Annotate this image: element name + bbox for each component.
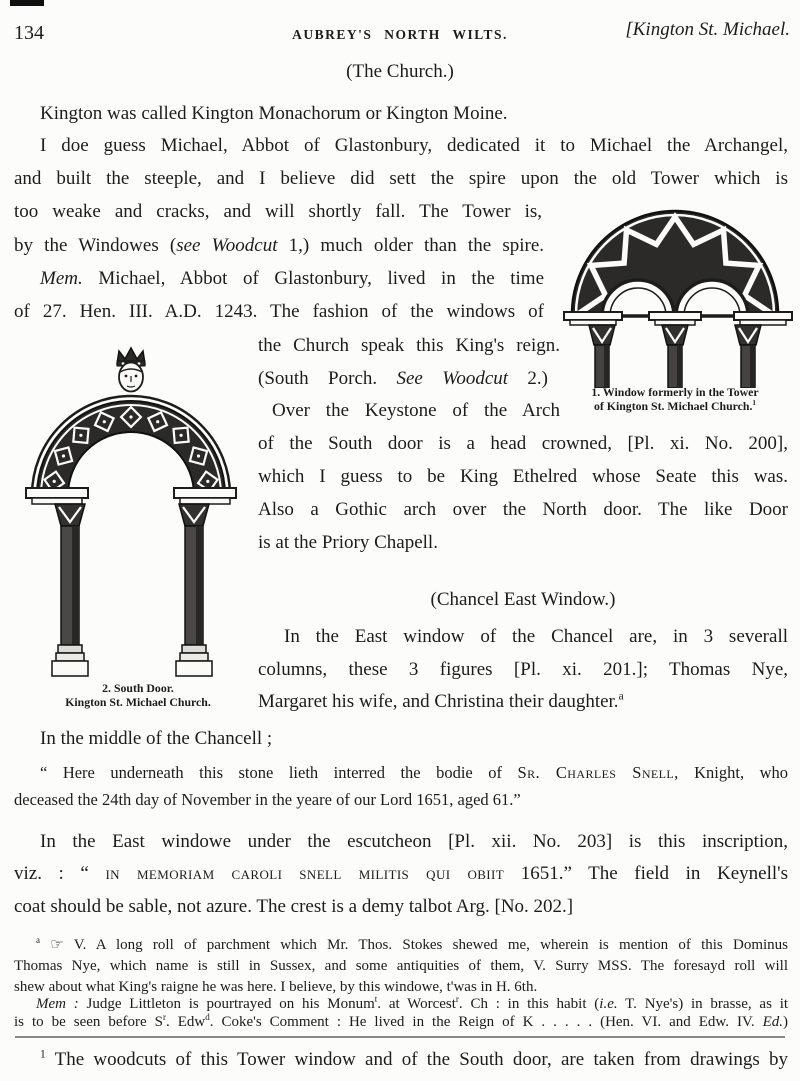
footnote-line [14,995,788,1015]
body-line [14,234,544,258]
page-number: 134 [14,22,44,44]
imposts [26,488,236,504]
footnote-segment: The woodcuts of this Tower window and of the South door, are taken from drawings by [45,1049,788,1070]
woodcut-south-door [22,345,242,679]
body-line: columns, these 3 figures [Pl. xi. 201.]; Thomas Nye, [258,659,788,680]
footnote-segment: . Ch : in this habit ( [458,996,600,1012]
epitaph-line: deceased the 24th day of November in the yeare of our Lord 1651, aged 61.” [14,790,521,809]
footnote-segment: . Edw [166,1014,206,1030]
footnote-segment-italic: Mem : [36,996,79,1012]
scan-artifact [10,0,44,6]
body-line: Also a Gothic arch over the North door. The like Door [258,499,788,520]
footnote-line: shew about what King's raigne he was here. I believe, by this windowe, t'was in H. 6th. [14,979,538,995]
caption-line: of Kington St. Michael Church. [594,399,753,414]
column-shafts [61,526,203,645]
body-line [14,862,788,886]
body-line: of the South door is a head crowned, [Pl. xi. No. 200], [258,433,788,454]
body-line: In the middle of the Chancell ; [40,728,273,749]
footnote-segment-italic: Ed. [762,1014,783,1030]
body-line: In the East window of the Chancel are, in 3 severall [284,626,788,647]
woodcut-tower-window [562,192,794,388]
body-segment: 1,) much older than the spire. [277,235,544,256]
footnote-marker-a: a [36,935,40,945]
body-segment: (South Porch. [258,368,397,389]
footnote-segment: is to be seen before S [14,1014,164,1030]
body-line [14,267,544,291]
manicule-icon: ☞ [50,937,64,953]
body-line: In the East windowe under the escutcheon [Pl. xii. No. 203] is this inscription, [40,831,788,852]
footnote-segment: . Coke's Comment : He lived in the Reign of K . . . . . (Hen. VI. and Edw. IV. [209,1014,763,1030]
caption-footnote-marker: 1 [752,399,756,408]
superscript: d [205,1012,210,1022]
body-segment: 1651.” The field in Keynell's [504,863,788,884]
quote-segment-smallcaps: Sr. Charles Snell, [517,763,679,782]
body-line: Kington was called Kington Monachorum or Kington Moine. [40,103,508,124]
footnote-segment: Judge Littleton is pourtrayed on his Monum [78,996,375,1012]
footnote-line: Thomas Nye, which name is still in Sussex, and some antiquities of them, V. Surry MSS. The foresayd roll will [14,958,788,974]
body-segment: Michael, Abbot of Glastonbury, lived in the time [82,268,544,289]
running-title: AUBREY'S NORTH WILTS. [292,27,508,42]
section-heading-church: (The Church.) [346,61,454,82]
body-segment: viz. : “ [14,863,106,884]
superscript: r [163,1012,167,1022]
body-line: is at the Priory Chapell. [258,532,438,553]
column-bases [52,645,212,676]
body-line [258,690,624,714]
footnote-line [14,1013,788,1033]
woodcut1-caption [555,385,795,413]
body-segment-italic: Mem. [40,268,83,289]
capitals [55,504,209,526]
crowned-head [117,348,145,392]
footnote-marker-a: a [618,690,624,703]
body-line: the Church speak this King's reign. [258,335,560,356]
superscript: t [374,994,378,1004]
caption-line: Kington St. Michael Church. [65,695,211,710]
footnote-rule [15,1036,785,1038]
body-segment: by the Windowes ( [14,235,177,256]
latin-inscription-smallcaps: in memoriam caroli snell militis qui obiit [105,863,505,884]
body-line: Over the Keystone of the Arch [272,400,560,421]
capitals-and-columns [589,325,761,388]
quote-segment: Knight, who [678,763,789,782]
body-line: I doe guess Michael, Abbot of Glastonbury, dedicated it to Michael the Archangel, [40,135,788,156]
body-line: of 27. Hen. III. A.D. 1243. The fashion of the windows of [14,301,544,322]
quote-segment: “ Here underneath this stone lieth interred the bodie of [40,763,518,782]
body-segment: Margaret his wife, and Christina their daughter. [258,691,619,712]
body-line: too weake and cracks, and will shortly fall. The Tower is, [14,201,542,222]
body-segment: 2.) [508,368,548,389]
footnote-segment: ) [783,1014,788,1030]
caption-line: 2. South Door. [102,681,174,695]
caption-line: 1. Window formerly in the Tower [591,385,759,399]
running-head-section: [Kington St. Michael. [625,19,790,40]
footnote-segment: . at Worcest [377,996,456,1012]
footnote-line [14,936,788,956]
body-segment-italic: see Woodcut [176,235,278,256]
imposts [564,312,792,325]
body-line: coat should be sable, not azure. The crest is a demy talbot Arg. [No. 202.] [14,896,574,917]
superscript: r [455,994,459,1004]
footnote-marker-1: 1 [40,1048,46,1061]
footnote-segment-italic: i.e. [599,996,618,1012]
footnote-line [14,1048,788,1072]
footnote-segment: V. A long roll of parchment which Mr. Thos. Stokes shewed me, wherein is mention of this Dominus [73,937,789,953]
body-line [258,367,548,391]
body-line: which I guess to be King Ethelred whose Seate this was. [258,466,788,487]
section-heading-chancel: (Chancel East Window.) [430,589,616,610]
footnote-segment: T. Nye's) in brasse, as it [617,996,789,1012]
woodcut2-caption [30,681,246,709]
body-segment-italic: See Woodcut [396,368,509,389]
epitaph-line [14,763,788,784]
body-line: and built the steeple, and I believe did sett the spire upon the old Tower which is [14,168,788,189]
